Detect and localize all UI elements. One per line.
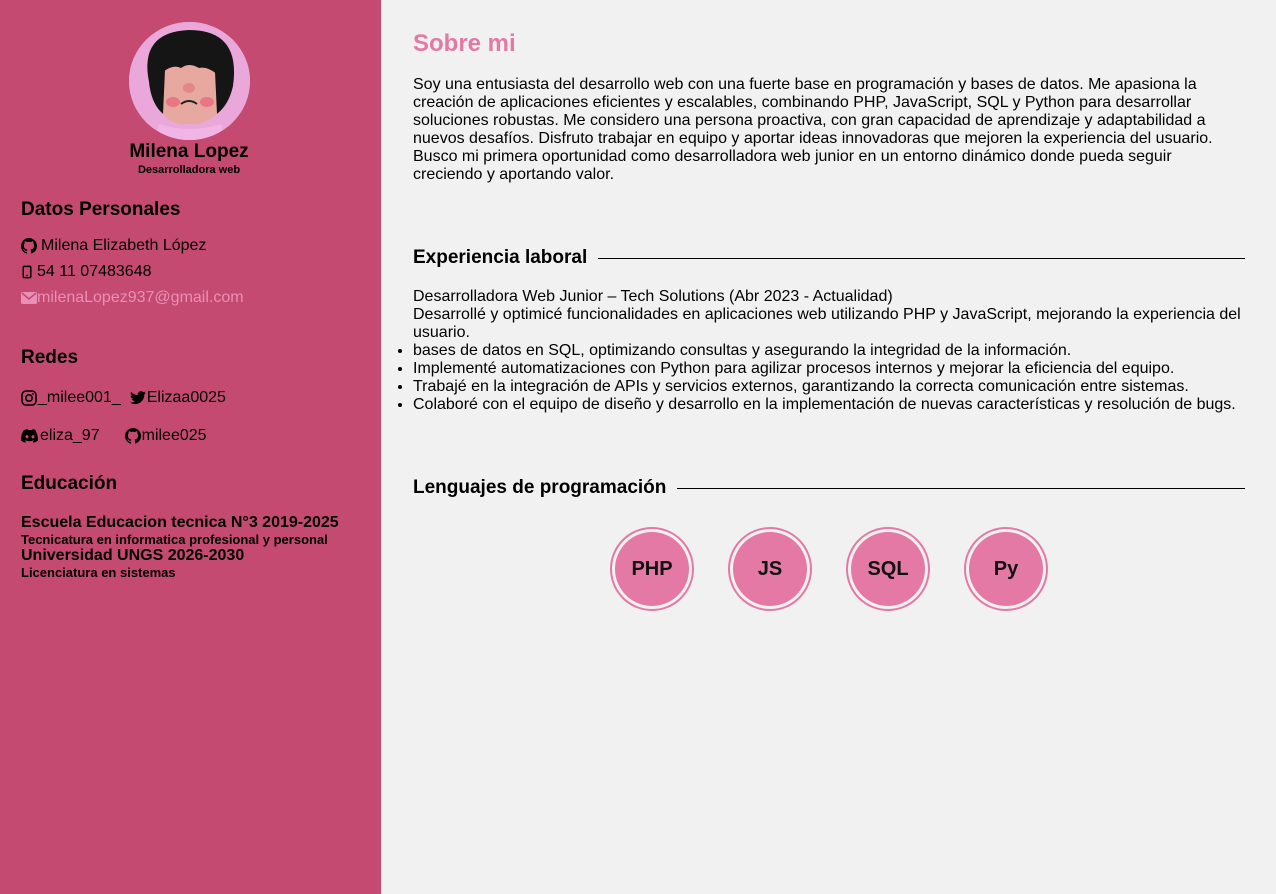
language-label: JS bbox=[733, 532, 807, 606]
phone-icon bbox=[21, 264, 33, 280]
education-desc: Tecnicatura en informatica profesional y personal bbox=[21, 532, 328, 547]
language-label: SQL bbox=[851, 532, 925, 606]
email-row[interactable] bbox=[21, 289, 244, 307]
language-badge-js bbox=[728, 527, 812, 611]
personal-data-title: Datos Personales bbox=[21, 199, 181, 220]
instagram-icon bbox=[21, 390, 37, 406]
education-school: Universidad UNGS 2026-2030 bbox=[21, 547, 245, 564]
github-icon bbox=[125, 428, 141, 444]
languages-title: Lenguajes de programación bbox=[413, 477, 667, 498]
list-item: • Colaboré con el equipo de diseño y desarrollo en la implementación de nuevas características y resolución de bugs. bbox=[413, 396, 1253, 414]
profile-role: Desarrolladora web bbox=[137, 164, 241, 176]
language-badge-sql bbox=[846, 527, 930, 611]
experience-header bbox=[413, 247, 1245, 269]
twitter-icon bbox=[130, 390, 146, 406]
sidebar bbox=[0, 0, 381, 894]
list-item: • Implementé automatizaciones con Python para agilizar procesos internos y mejorar la eficiencia del equipo. bbox=[413, 360, 1253, 378]
github-icon bbox=[21, 238, 37, 254]
about-title: Sobre mi bbox=[413, 30, 516, 57]
languages-header bbox=[413, 477, 1245, 499]
experience-section bbox=[413, 288, 1253, 414]
job-bullets bbox=[413, 342, 1253, 414]
language-label: Py bbox=[969, 532, 1043, 606]
phone: 54 11 07483648 bbox=[37, 263, 152, 280]
avatar bbox=[129, 22, 250, 140]
discord-icon bbox=[21, 428, 39, 444]
github-link[interactable]: milee025 bbox=[141, 427, 207, 444]
mail-icon bbox=[21, 290, 37, 306]
language-label: PHP bbox=[615, 532, 689, 606]
divider bbox=[598, 258, 1245, 259]
education-desc: Licenciatura en sistemas bbox=[21, 565, 176, 580]
list-item: • bases de datos en SQL, optimizando consultas y asegurando la integridad de la información. bbox=[413, 342, 1253, 360]
divider bbox=[677, 488, 1245, 489]
education-title: Educación bbox=[21, 473, 118, 494]
discord-link[interactable]: eliza_97 bbox=[40, 427, 100, 444]
email-link[interactable]: milenaLopez937@gmail.com bbox=[37, 289, 244, 306]
profile-name: Milena Lopez bbox=[129, 141, 249, 162]
language-badge-php bbox=[610, 527, 694, 611]
social-row-2 bbox=[21, 427, 207, 445]
about-text: Soy una entusiasta del desarrollo web con una fuerte base en programación y bases de datos. Me apasiona la creación de aplicaciones eficientes y escalables, combinando PHP, JavaScript, SQL y Python para desarrollar soluciones robustas. Me considero una persona proactiva, con gran capacidad de aprendizaje y adaptabilidad a nuevos desafíos. Disfruto trabajar en equipo y aportar ideas innovadoras que mejoren la experiencia del usuario. Busco mi primera oportunidad como desarrolladora web junior en un entorno dinámico donde pueda seguir creciendo y aportando valor. bbox=[413, 76, 1213, 183]
education-school: Escuela Educacion tecnica N°3 2019-2025 bbox=[21, 514, 339, 531]
experience-title: Experiencia laboral bbox=[413, 247, 588, 268]
twitter-link[interactable]: Elizaa0025 bbox=[146, 389, 226, 406]
language-badge-py bbox=[964, 527, 1048, 611]
full-name-row bbox=[21, 237, 206, 255]
list-item: • Trabajé en la integración de APIs y servicios externos, garantizando la correcta comunicación entre sistemas. bbox=[413, 378, 1253, 396]
social-title: Redes bbox=[21, 347, 79, 368]
phone-row bbox=[21, 263, 151, 281]
job-desc: Desarrollé y optimicé funcionalidades en aplicaciones web utilizando PHP y JavaScript, mejorando la experiencia del usuario. bbox=[413, 306, 1241, 341]
social-row-1 bbox=[21, 389, 226, 407]
languages-list bbox=[610, 527, 1048, 611]
job-title: Desarrolladora Web Junior – Tech Solutions (Abr 2023 - Actualidad) bbox=[413, 288, 893, 305]
full-name: Milena Elizabeth López bbox=[41, 237, 207, 254]
instagram-link[interactable]: _milee001_ bbox=[38, 389, 121, 406]
